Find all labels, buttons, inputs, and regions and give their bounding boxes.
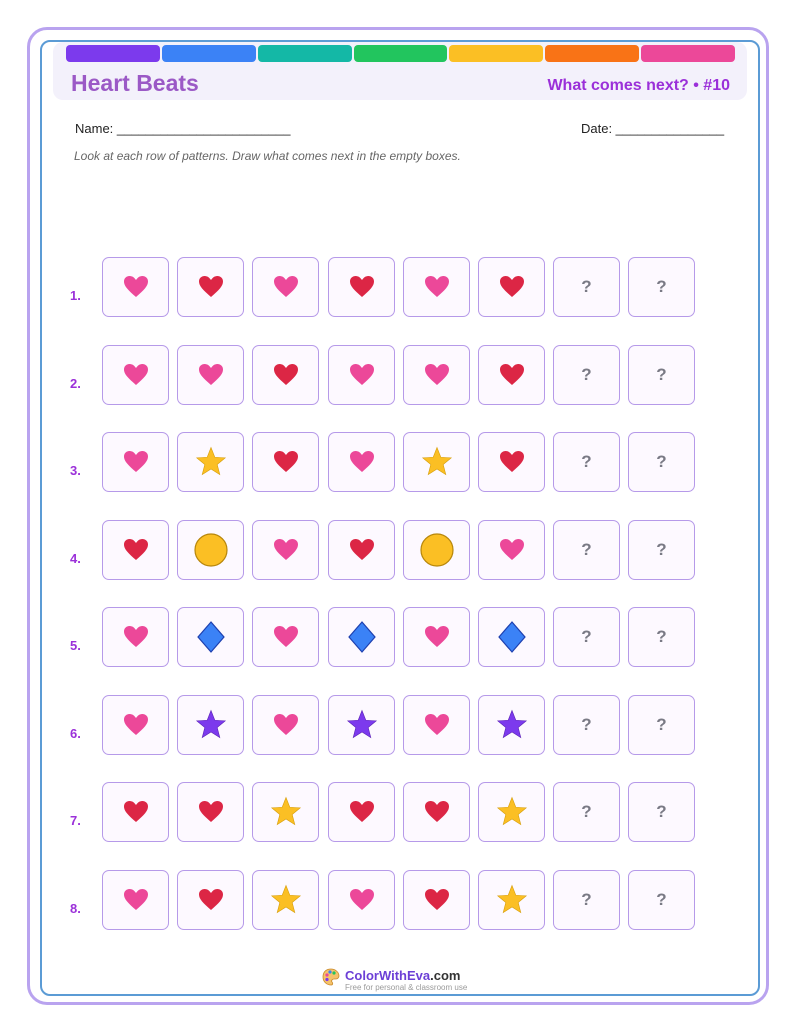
- red-heart-icon: [424, 888, 450, 912]
- palette-logo-icon: [321, 967, 341, 987]
- color-strip-segment: [258, 45, 352, 62]
- pink-heart-icon: [273, 713, 299, 737]
- pink-heart-icon: [349, 888, 375, 912]
- pattern-cell: [328, 607, 395, 667]
- pattern-cell: [478, 695, 545, 755]
- row-number: 4.: [70, 551, 81, 566]
- red-heart-icon: [273, 363, 299, 387]
- rainbow-color-strip: [66, 45, 735, 62]
- question-mark: ?: [656, 890, 667, 909]
- question-mark: ?: [656, 715, 667, 734]
- pink-heart-icon: [349, 363, 375, 387]
- answer-box[interactable]: [553, 607, 620, 667]
- pattern-cell: [177, 257, 244, 317]
- answer-box[interactable]: [628, 520, 695, 580]
- pink-heart-icon: [273, 625, 299, 649]
- red-heart-icon: [198, 275, 224, 299]
- pattern-cell: [102, 257, 169, 317]
- instructions-text: Look at each row of patterns. Draw what comes next in the empty boxes.: [74, 149, 461, 163]
- pattern-cell: [252, 257, 319, 317]
- answer-box[interactable]: [628, 432, 695, 492]
- pink-heart-icon: [424, 363, 450, 387]
- question-mark: ?: [656, 802, 667, 821]
- brand-name: Eva: [406, 968, 431, 983]
- pink-heart-icon: [123, 275, 149, 299]
- red-heart-icon: [123, 800, 149, 824]
- question-mark: ?: [581, 540, 592, 559]
- pink-heart-icon: [424, 625, 450, 649]
- pattern-cell: [102, 695, 169, 755]
- question-mark: ?: [581, 277, 592, 296]
- name-field[interactable]: Name: ________________________: [75, 121, 291, 136]
- pattern-cell: [252, 345, 319, 405]
- row-number: 2.: [70, 376, 81, 391]
- row-number: 6.: [70, 726, 81, 741]
- question-mark: ?: [581, 452, 592, 471]
- red-heart-icon: [349, 275, 375, 299]
- brand-suffix: .com: [430, 968, 461, 983]
- pattern-cell: [252, 520, 319, 580]
- pattern-cell: [403, 695, 470, 755]
- pattern-cell: [328, 257, 395, 317]
- red-heart-icon: [123, 538, 149, 562]
- yellow-star-icon: [421, 446, 453, 478]
- pattern-cell: [328, 520, 395, 580]
- red-heart-icon: [499, 363, 525, 387]
- answer-box[interactable]: [628, 345, 695, 405]
- row-number: 8.: [70, 901, 81, 916]
- answer-box[interactable]: [553, 870, 620, 930]
- pink-heart-icon: [424, 275, 450, 299]
- red-heart-icon: [273, 450, 299, 474]
- purple-star-icon: [195, 709, 227, 741]
- question-mark: ?: [581, 365, 592, 384]
- answer-box[interactable]: [628, 257, 695, 317]
- pattern-cell: [102, 782, 169, 842]
- pattern-cell: [177, 432, 244, 492]
- date-field[interactable]: Date: _______________: [581, 121, 725, 136]
- pattern-cell: [328, 870, 395, 930]
- red-heart-icon: [349, 538, 375, 562]
- pattern-cell: [403, 870, 470, 930]
- yellow-star-icon: [195, 446, 227, 478]
- red-heart-icon: [198, 800, 224, 824]
- answer-box[interactable]: [553, 782, 620, 842]
- question-mark: ?: [581, 890, 592, 909]
- pattern-cell: [403, 520, 470, 580]
- pattern-cell: [478, 782, 545, 842]
- yellow-star-icon: [496, 796, 528, 828]
- pink-heart-icon: [499, 538, 525, 562]
- pattern-cell: [403, 345, 470, 405]
- pink-heart-icon: [123, 888, 149, 912]
- pattern-cell: [252, 782, 319, 842]
- pattern-cell: [102, 345, 169, 405]
- pattern-cell: [252, 695, 319, 755]
- worksheet-title: Heart Beats: [71, 70, 199, 96]
- red-heart-icon: [424, 800, 450, 824]
- blue-diamond-icon: [347, 620, 377, 654]
- question-mark: ?: [581, 627, 592, 646]
- pattern-cell: [403, 432, 470, 492]
- pink-heart-icon: [424, 713, 450, 737]
- color-strip-segment: [162, 45, 256, 62]
- pattern-cell: [478, 432, 545, 492]
- pink-heart-icon: [123, 625, 149, 649]
- color-strip-segment: [354, 45, 448, 62]
- question-mark: ?: [581, 802, 592, 821]
- color-strip-segment: [66, 45, 160, 62]
- pattern-cell: [102, 432, 169, 492]
- answer-box[interactable]: [553, 695, 620, 755]
- pink-heart-icon: [273, 538, 299, 562]
- pattern-cell: [478, 870, 545, 930]
- answer-box[interactable]: [553, 520, 620, 580]
- pattern-cell: [478, 520, 545, 580]
- row-number: 7.: [70, 813, 81, 828]
- answer-box[interactable]: [628, 695, 695, 755]
- yellow-circle-icon: [419, 532, 455, 568]
- pattern-cell: [102, 870, 169, 930]
- answer-box[interactable]: [553, 432, 620, 492]
- red-heart-icon: [198, 888, 224, 912]
- pink-heart-icon: [273, 275, 299, 299]
- pattern-cell: [478, 257, 545, 317]
- pattern-cell: [252, 870, 319, 930]
- pink-heart-icon: [123, 713, 149, 737]
- pattern-cell: [403, 257, 470, 317]
- row-number: 3.: [70, 463, 81, 478]
- question-mark: ?: [656, 365, 667, 384]
- red-heart-icon: [499, 450, 525, 474]
- pattern-cell: [478, 607, 545, 667]
- answer-box[interactable]: [553, 345, 620, 405]
- pattern-cell: [177, 345, 244, 405]
- row-number: 1.: [70, 288, 81, 303]
- pattern-cell: [252, 432, 319, 492]
- purple-star-icon: [346, 709, 378, 741]
- blue-diamond-icon: [497, 620, 527, 654]
- answer-box[interactable]: [628, 870, 695, 930]
- pattern-cell: [177, 782, 244, 842]
- purple-star-icon: [496, 709, 528, 741]
- yellow-circle-icon: [193, 532, 229, 568]
- pattern-cell: [177, 520, 244, 580]
- pattern-cell: [403, 782, 470, 842]
- blue-diamond-icon: [196, 620, 226, 654]
- color-strip-segment: [449, 45, 543, 62]
- yellow-star-icon: [270, 796, 302, 828]
- pattern-cell: [102, 607, 169, 667]
- pattern-cell: [328, 345, 395, 405]
- question-mark: ?: [581, 715, 592, 734]
- answer-box[interactable]: [628, 607, 695, 667]
- yellow-star-icon: [496, 884, 528, 916]
- question-mark: ?: [656, 540, 667, 559]
- yellow-star-icon: [270, 884, 302, 916]
- pattern-cell: [177, 870, 244, 930]
- red-heart-icon: [499, 275, 525, 299]
- red-heart-icon: [349, 800, 375, 824]
- pattern-cell: [102, 520, 169, 580]
- pink-heart-icon: [349, 450, 375, 474]
- question-mark: ?: [656, 452, 667, 471]
- pink-heart-icon: [198, 363, 224, 387]
- pattern-cell: [403, 607, 470, 667]
- worksheet-subtitle: What comes next? • #10: [547, 77, 730, 94]
- pattern-cell: [328, 432, 395, 492]
- pattern-cell: [328, 782, 395, 842]
- pattern-cell: [177, 607, 244, 667]
- answer-box[interactable]: [628, 782, 695, 842]
- color-strip-segment: [545, 45, 639, 62]
- color-strip-segment: [641, 45, 735, 62]
- pattern-cell: [478, 345, 545, 405]
- answer-box[interactable]: [553, 257, 620, 317]
- pattern-cell: [177, 695, 244, 755]
- row-number: 5.: [70, 638, 81, 653]
- question-mark: ?: [656, 627, 667, 646]
- footer-brand[interactable]: [345, 968, 460, 983]
- footer-tagline: Free for personal & classroom use: [345, 983, 468, 992]
- pink-heart-icon: [123, 450, 149, 474]
- pink-heart-icon: [123, 363, 149, 387]
- question-mark: ?: [656, 277, 667, 296]
- page-inner-border: [40, 40, 760, 996]
- pattern-cell: [252, 607, 319, 667]
- brand-prefix: ColorWith: [345, 968, 407, 983]
- pattern-cell: [328, 695, 395, 755]
